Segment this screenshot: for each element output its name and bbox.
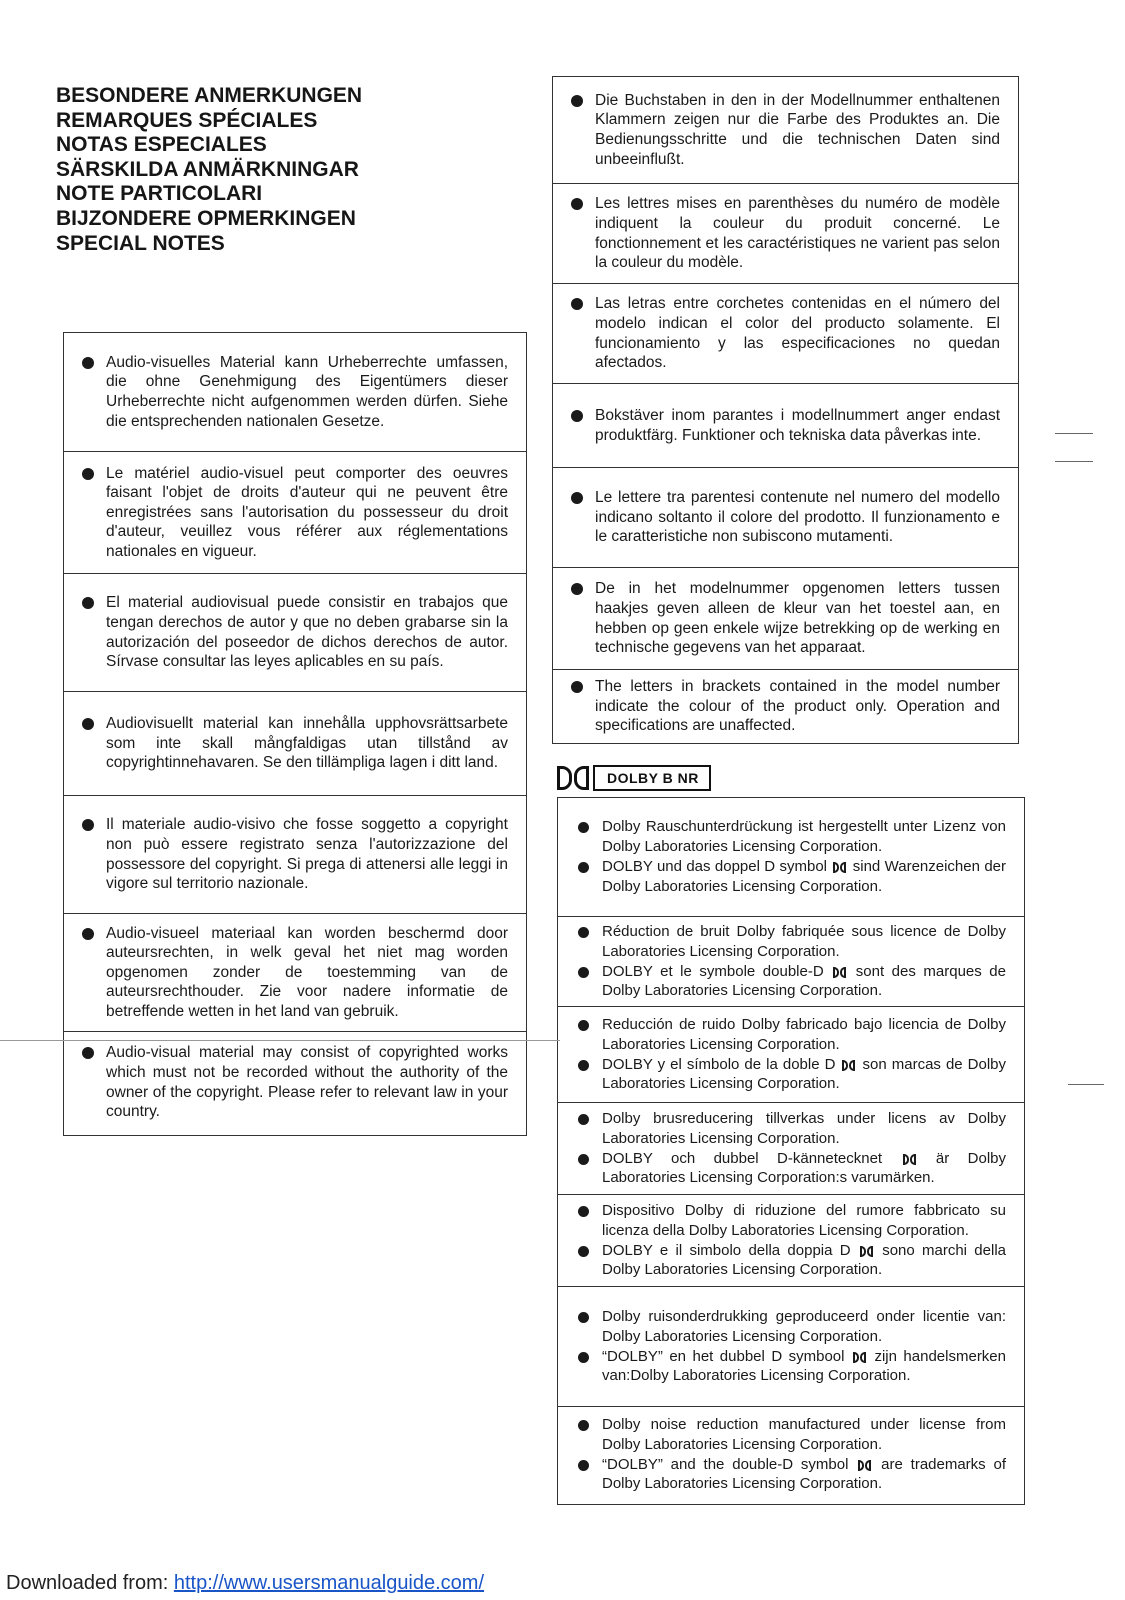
bullet-icon [571,95,583,107]
double-d-icon [858,1460,871,1471]
heading-sv: SÄRSKILDA ANMÄRKNINGAR [56,157,359,181]
bullet-icon [82,718,94,730]
color-notes-box [552,76,1019,744]
special-notes-headings [56,84,476,256]
dolby-note-es: Reducción de ruido Dolby fabricado bajo licencia de Dolby Laboratories Licensing Corporation. DOLBY y el símbolo de la doble D son marcas de Dolby Laboratories Licensing Corporation. [558,1006,1024,1102]
bullet-icon [578,927,589,938]
bullet-icon [571,492,583,504]
color-note-fr: Les lettres mises en parenthèses du numéro de modèle indiquent la couleur du produit concerné. Le fonctionnement et les caractéristiques ne varient pas selon la couleur du modèle. [553,183,1018,283]
color-note-es: Las letras entre corchetes contenidas en el número del modelo indican el color del producto solamente. El funcionamiento y las especificaciones no quedan afectados. [553,283,1018,383]
bullet-icon [578,1114,589,1125]
bullet-icon [578,822,589,833]
footer-link[interactable]: http://www.usersmanualguide.com/ [173,1572,485,1594]
bullet-icon [82,597,94,609]
double-d-icon [860,1246,873,1257]
copyright-note-de: Audio-visuelles Material kann Urheberrechte umfassen, die ohne Genehmigung des Eigentümers dieser Urheberrechte nicht aufgenommen werden dürfen. Siehe die entsprechenden nationalen Gesetze. [64,333,526,451]
copyright-notes-box [63,332,527,1136]
bullet-icon [578,1246,589,1257]
double-d-icon [833,967,846,978]
bullet-icon [82,928,94,940]
bullet-icon [82,819,94,831]
heading-nl: BIJZONDERE OPMERKINGEN [56,206,356,230]
download-footer [6,1572,484,1595]
bullet-icon [578,862,589,873]
bullet-icon [82,357,94,369]
double-d-icon [903,1154,916,1165]
color-note-en: The letters in brackets contained in the model number indicate the colour of the product only. Operation and specifications are unaffected. [553,669,1018,743]
dolby-note-it: Dispositivo Dolby di riduzione del rumore fabbricato su licenza della Dolby Laboratories Licensing Corporation. DOLBY e il simbolo della doppia D sono marchi della Dolby Laboratories Licensing Corporation. [558,1194,1024,1286]
double-d-icon [842,1060,855,1071]
margin-line [1068,1084,1104,1085]
dolby-note-fr: Réduction de bruit Dolby fabriquée sous licence de Dolby Laboratories Licensing Corporation. DOLBY et le symbole double-D sont des marques de Dolby Laboratories Licensing Corporation. [558,916,1024,1006]
dolby-b-nr-logo [557,765,711,791]
dolby-note-nl: Dolby ruisonderdrukking geproduceerd onder licentie van: Dolby Laboratories Licensing Corporation. “DOLBY” en het dubbel D symbool zijn handelsmerken van:Dolby Laboratories Licensing Corporation. [558,1286,1024,1406]
bullet-icon [82,468,94,480]
copyright-note-it: Il materiale audio-visivo che fosse soggetto a copyright non può essere registrato senza l'autorizzazione del possessore del copyright. Si prega di attenersi alle leggi in vigore sul territorio nazionale. [64,795,526,913]
copyright-note-sv: Audiovisuellt material kan innehålla upphovsrättsarbete som inte skall mångfaldigas utan tillstånd av copyrightinnehavaren. Se den tillämpliga lagen i ditt land. [64,691,526,795]
bullet-icon [578,1060,589,1071]
heading-es: NOTAS ESPECIALES [56,133,267,157]
bullet-icon [82,1047,94,1059]
heading-en: SPECIAL NOTES [56,231,225,255]
dolby-badge: DOLBY B NR [593,765,711,791]
bullet-icon [578,1312,589,1323]
margin-line [1055,461,1093,462]
dolby-notes-box [557,797,1025,1505]
footer-prefix: Downloaded from: [6,1572,174,1594]
bullet-icon [578,1154,589,1165]
bullet-icon [578,1460,589,1471]
copyright-note-fr: Le matériel audio-visuel peut comporter des oeuvres faisant l'objet de droits d'auteur qui ne peuvent être enregistrées sans l'autorisation du possesseur du droit d'auteur, veuillez vous référer aux réglementations nationales en vigueur. [64,451,526,573]
color-note-sv: Bokstäver inom parantes i modellnummert anger endast produktfärg. Funktioner och tekniska data påverkas inte. [553,383,1018,467]
dolby-note-en: Dolby noise reduction manufactured under license from Dolby Laboratories Licensing Corporation. “DOLBY” and the double-D symbol are trademarks of Dolby Laboratories Licensing Corporation. [558,1406,1024,1502]
double-d-icon [853,1352,866,1363]
dolby-note-sv: Dolby brusreducering tillverkas under licens av Dolby Laboratories Licensing Corporation. DOLBY och dubbel D-kännetecknet är Dolby Laboratories Licensing Corporation:s varumärken. [558,1102,1024,1194]
bullet-icon [571,681,583,693]
color-note-nl: De in het modelnummer opgenomen letters tussen haakjes geven alleen de kleur van het toestel aan, en hebben op geen enkele wijze betrekking op de werking en technische gegevens van het apparaat. [553,567,1018,669]
color-note-it: Le lettere tra parentesi contenute nel numero del modello indicano soltanto il colore del prodotto. Il funzionamento e le caratteristiche non subiscono mutamenti. [553,467,1018,567]
double-d-icon [557,766,589,790]
bullet-icon [578,1420,589,1431]
bullet-icon [578,1352,589,1363]
margin-line [1055,433,1093,434]
copyright-note-en: Audio-visual material may consist of copyrighted works which must not be recorded without the authority of the owner of the copyright. Please refer to relevant law in your country. [64,1031,526,1133]
bullet-icon [578,967,589,978]
copyright-note-es: El material audiovisual puede consistir en trabajos que tengan derechos de autor y que no deben grabarse sin la autorización del poseedor de dichos derechos de autor. Sírvase consultar las leyes aplicables en su país. [64,573,526,691]
dolby-note-de: Dolby Rauschunterdrückung ist hergestellt unter Lizenz von Dolby Laboratories Licensing Corporation. DOLBY und das doppel D symbol sind Warenzeichen der Dolby Laboratories Licensing Corporation. [558,798,1024,916]
heading-de: BESONDERE ANMERKUNGEN [56,84,363,107]
heading-fr: REMARQUES SPÉCIALES [56,108,318,132]
heading-it: NOTE PARTICOLARI [56,182,263,206]
bullet-icon [578,1020,589,1031]
color-note-de: Die Buchstaben in den in der Modellnummer enthaltenen Klammern zeigen nur die Farbe des Produktes an. Die Bedienungsschritte und die technischen Daten sind unbeeinflußt. [553,77,1018,183]
copyright-note-nl: Audio-visueel materiaal kan worden beschermd door auteursrechten, in welk geval het niet mag worden opgenomen zonder de toestemming van de auteursrechthouder. Zie voor nadere informatie de betreffende wetten in het land van gebruik. [64,913,526,1031]
scan-line [0,1040,560,1041]
bullet-icon [571,583,583,595]
bullet-icon [571,298,583,310]
double-d-icon [833,862,846,873]
bullet-icon [578,1206,589,1217]
bullet-icon [571,410,583,422]
bullet-icon [571,198,583,210]
